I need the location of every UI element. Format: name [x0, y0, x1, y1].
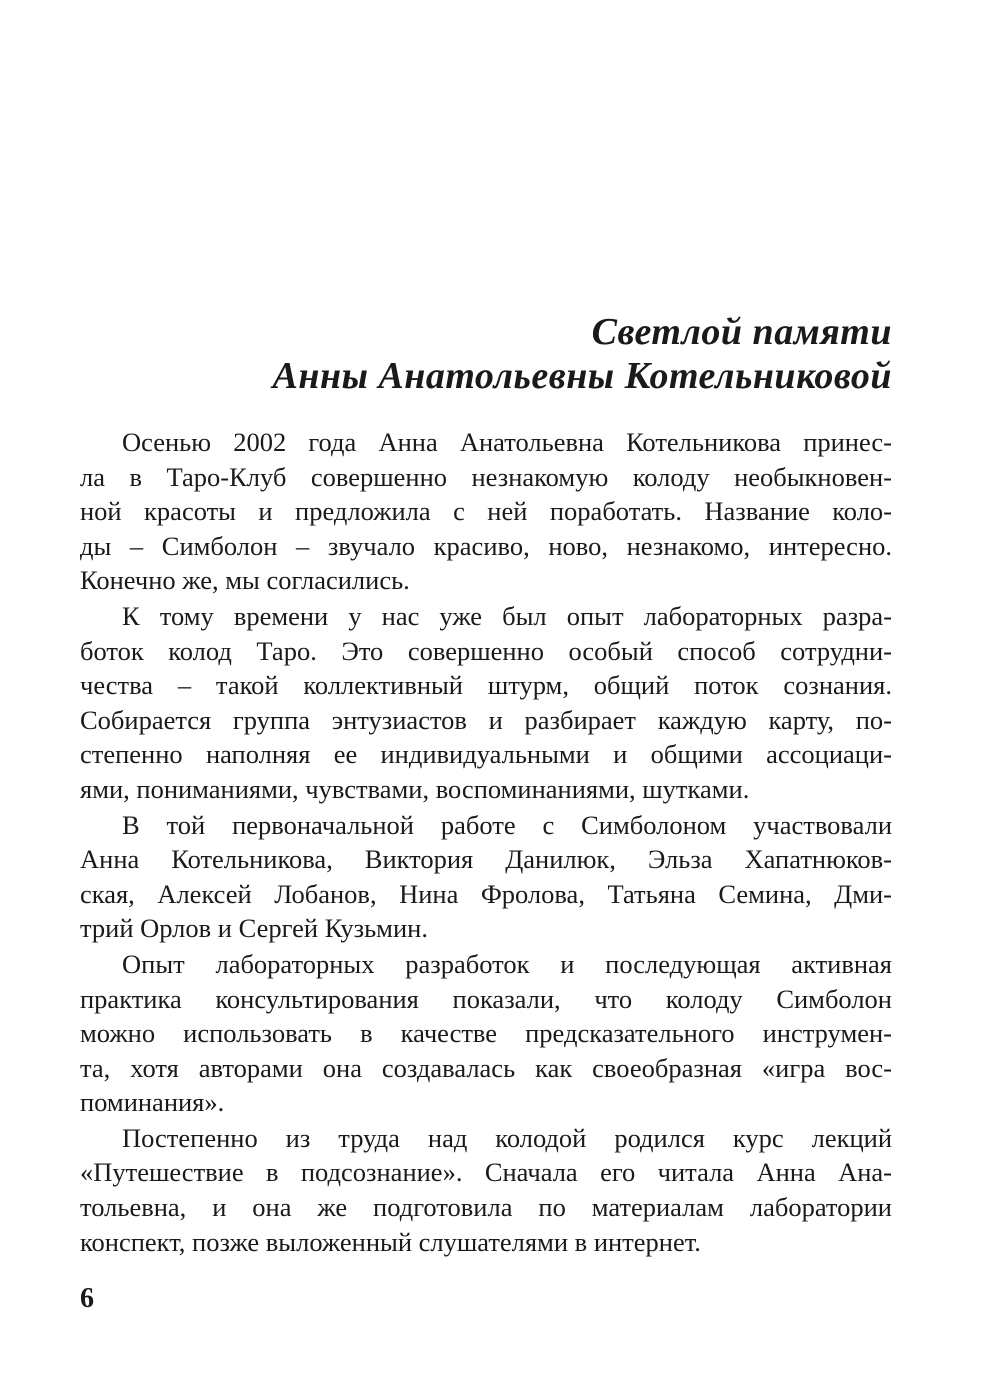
- text-line: Опыт лабораторных разработок и последующая активная: [122, 948, 892, 979]
- dedication-line-1: Светлой памяти: [591, 311, 892, 353]
- text-line: практика консультирования показали, что колоду Симболон: [80, 983, 892, 1014]
- text-line: тольевна, и она же подготовила по материалам лаборатории: [80, 1192, 892, 1223]
- text-line: ной красоты и предложила с ней поработать. Название коло-: [80, 496, 892, 527]
- body-text: [80, 425, 892, 1260]
- paragraph-5: [80, 1121, 892, 1259]
- text-line: Постепенно из труда над колодой родился курс лекций: [122, 1122, 892, 1153]
- paragraph-2: [80, 599, 892, 807]
- text-line: ла в Таро-Клуб совершенно незнакомую колоду необыкновен-: [80, 461, 892, 492]
- dedication-heading: [80, 310, 892, 398]
- text-line: «Путешествие в подсознание». Сначала его читала Анна Ана-: [80, 1157, 892, 1188]
- text-line: ская, Алексей Лобанов, Нина Фролова, Татьяна Семина, Дми-: [80, 878, 892, 909]
- paragraph-1: [80, 425, 892, 598]
- text-line: конспект, позже выложенный слушателями в интернет.: [80, 1226, 701, 1257]
- text-line: В той первоначальной работе с Симболоном участвовали: [122, 809, 892, 840]
- text-line: Собирается группа энтузиастов и разбирает каждую карту, по-: [80, 704, 892, 735]
- text-line: степенно наполняя ее индивидуальными и общими ассоциаци-: [80, 739, 892, 770]
- text-line: поминания».: [80, 1087, 225, 1118]
- text-line: К тому времени у нас уже был опыт лабораторных разра-: [122, 600, 892, 631]
- text-line: ды – Симболон – звучало красиво, ново, незнакомо, интересно.: [80, 530, 892, 561]
- text-line: Осенью 2002 года Анна Анатольевна Котельникова принес-: [122, 427, 892, 457]
- text-line: можно использовать в качестве предсказательного инструмен-: [80, 1018, 892, 1049]
- text-line: Конечно же, мы согласились.: [80, 565, 410, 596]
- page-number: 6: [80, 1283, 94, 1314]
- text-line: чества – такой коллективный штурм, общий поток сознания.: [80, 670, 892, 701]
- text-line: ями, пониманиями, чувствами, воспоминаниями, шутками.: [80, 773, 750, 804]
- text-line: та, хотя авторами она создавалась как своеобразная «игра вос-: [80, 1052, 892, 1083]
- paragraph-3: [80, 808, 892, 946]
- text-line: боток колод Таро. Это совершенно особый способ сотрудни-: [80, 635, 892, 666]
- text-line: трий Орлов и Сергей Кузьмин.: [80, 913, 428, 944]
- dedication-line-2: Анны Анатольевны Котельниковой: [272, 355, 892, 397]
- paragraph-4: [80, 947, 892, 1120]
- text-line: Анна Котельникова, Виктория Данилюк, Эльза Хапатнюков-: [80, 844, 892, 875]
